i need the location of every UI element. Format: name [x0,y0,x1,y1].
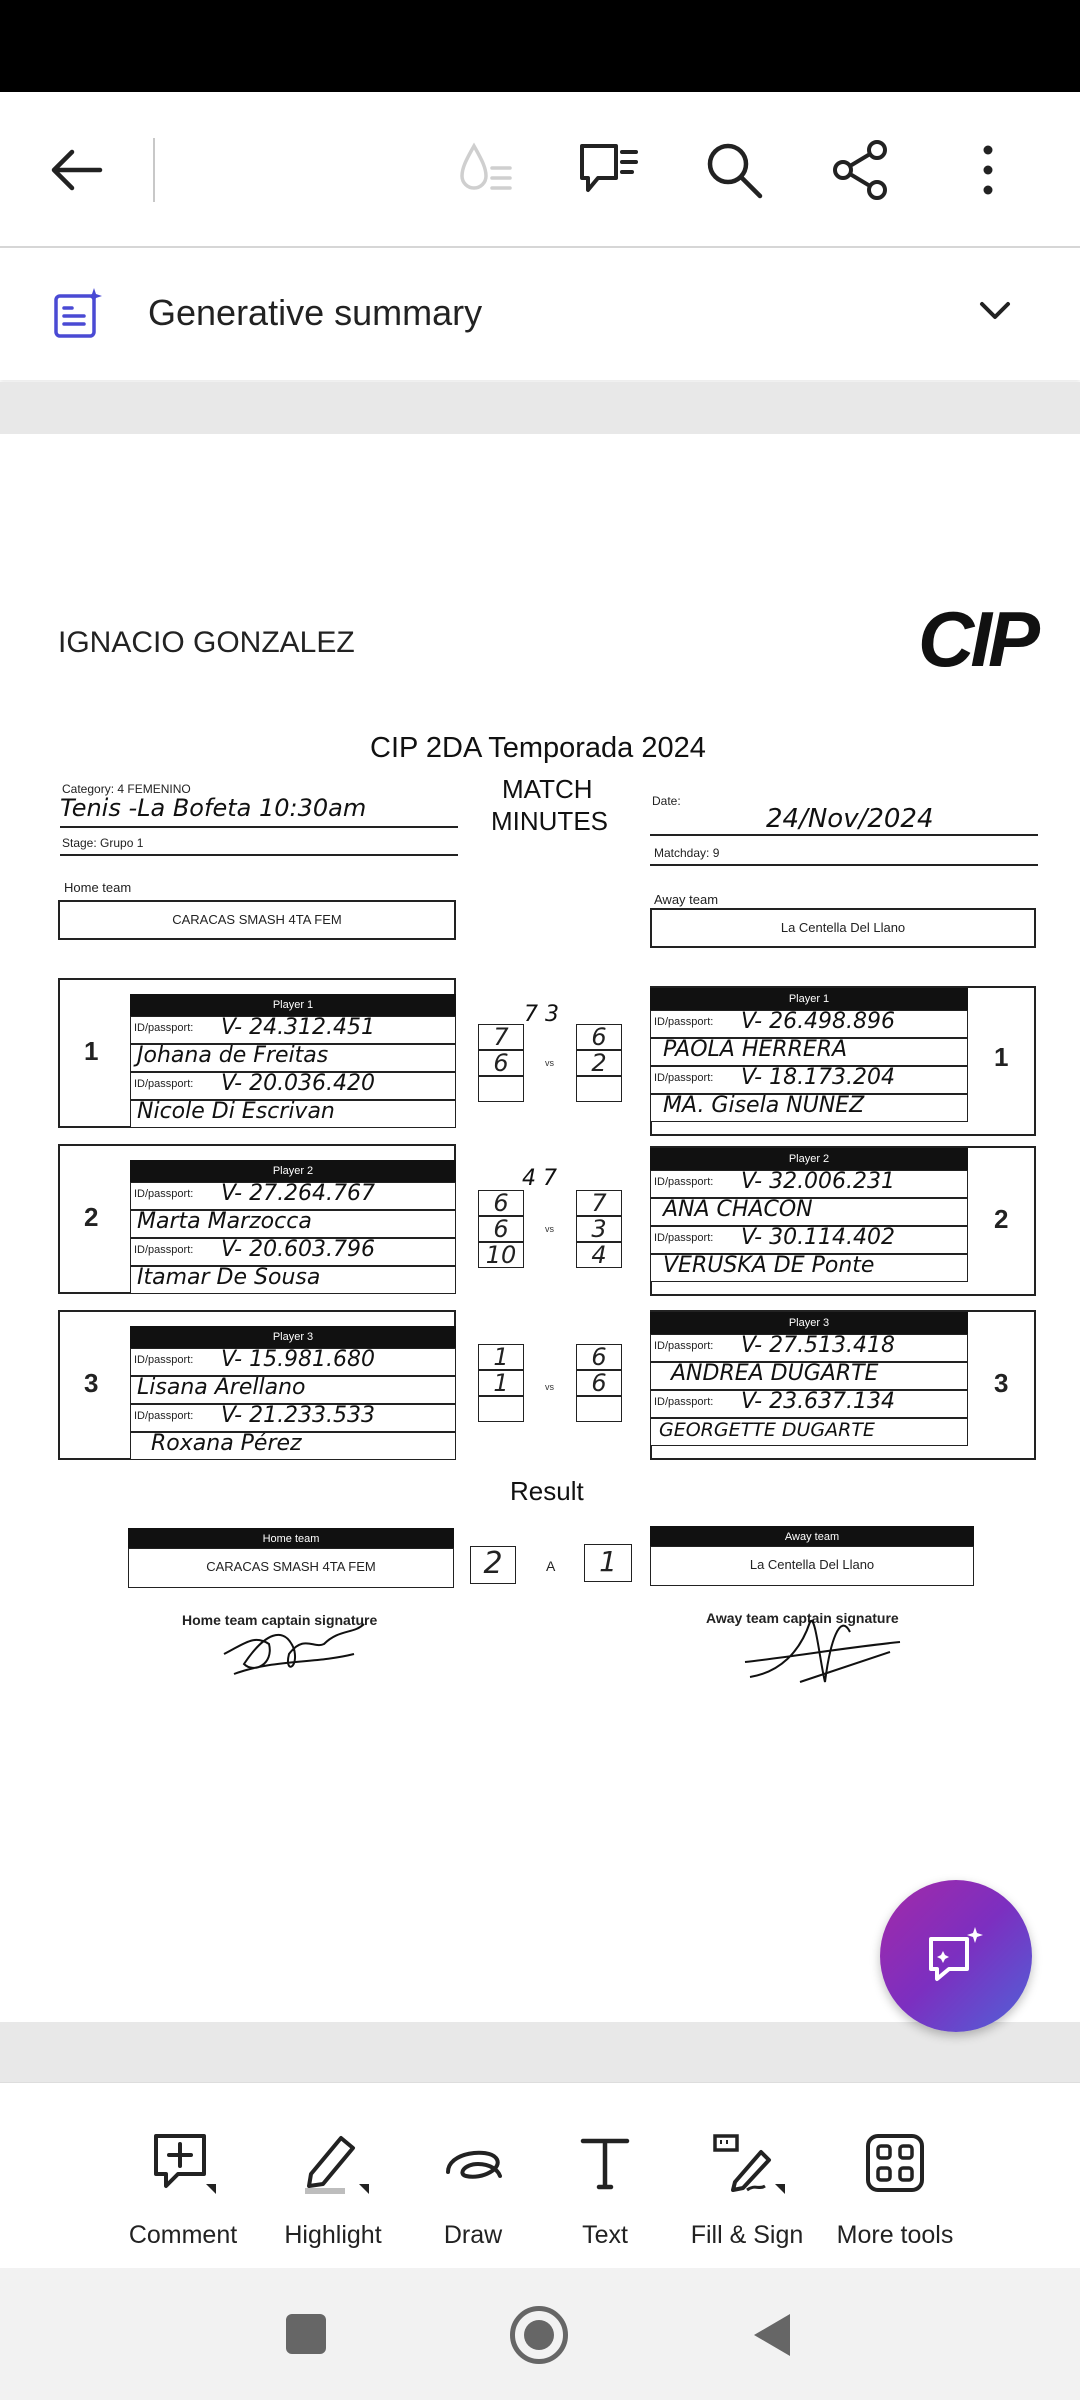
matchday-label: Matchday: 9 [654,846,720,860]
text-label: Text [582,2221,628,2249]
more-tools-label: More tools [836,2221,954,2249]
comments-icon[interactable] [568,130,648,210]
id-label: ID/passport: [654,1340,714,1352]
highlight-icon [258,2123,408,2203]
share-icon[interactable] [821,130,901,210]
player-header-home-3: Player 3 [130,1326,456,1348]
home-signature-image [214,1614,374,1684]
away-id-row [650,1170,968,1198]
score-away-1-1: 6 [576,1024,622,1050]
vs-label: vs [545,1382,554,1392]
away-id-row [650,1390,968,1418]
away-name-2: VERUSKA DE Ponte [663,1254,875,1278]
score-home-3-3 [478,1396,524,1422]
comment-label: Comment [128,2221,238,2249]
score-home-2-2: 6 [478,1216,524,1242]
home-name-row [130,1044,456,1072]
id-label: ID/passport: [654,1396,714,1408]
draw-icon [398,2123,548,2203]
toolbar-divider [153,138,155,202]
home-name-2: Roxana Pérez [151,1432,302,1456]
score-home-2-1: 6 [478,1190,524,1216]
away-name-2: GEORGETTE DUGARTE [659,1419,875,1441]
match-minutes-line2: MINUTES [491,806,608,836]
match-number-home-1: 1 [84,1036,99,1066]
away-signature-image [740,1602,910,1692]
away-name-2: MA. Gisela NUNEZ [663,1094,865,1118]
home-id-row [130,1072,456,1100]
system-nav-bar [0,2268,1080,2400]
score-home-2-3: 10 [478,1242,524,1268]
highlight-tool[interactable] [258,2123,408,2250]
search-icon[interactable] [694,130,774,210]
home-circle-inner [524,2320,554,2350]
id-label: ID/passport: [654,1072,714,1084]
home-team-label: Home team [64,880,132,895]
away-name-row [650,1198,968,1226]
home-id-2: V- 20.603.796 [221,1238,376,1262]
generative-summary-title: Generative summary [148,292,483,333]
score-away-1-3 [576,1076,622,1102]
result-away-team: La Centella Del Llano [650,1546,974,1586]
away-name-1: PAOLA HERRERA [663,1038,848,1062]
match-minutes-line1: MATCH [502,774,593,804]
generative-summary-bar[interactable] [0,250,1080,380]
score-home-3-2: 1 [478,1370,524,1396]
home-name-1: Lisana Arellano [137,1376,306,1400]
result-label: Result [510,1476,584,1506]
id-label: ID/passport: [134,1078,194,1090]
home-name-row [130,1376,456,1404]
generative-summary-icon [52,286,106,345]
bottom-toolbar [0,2082,1080,2268]
ai-chat-sparkle-icon [921,1921,991,1991]
away-name-row [650,1254,968,1282]
home-id-row [130,1182,456,1210]
home-name-2: Nicole Di Escrivan [137,1100,335,1124]
stage-label: Stage: Grupo 1 [62,836,144,850]
home-name-1: Marta Marzocca [137,1210,312,1234]
player-header-home-2: Player 2 [130,1160,456,1182]
match-number-home-2: 2 [84,1202,99,1232]
result-home-header: Home team [128,1528,454,1550]
away-name-1: ANA CHACON [663,1198,813,1222]
comment-icon [108,2123,258,2203]
score-home-1-2: 6 [478,1050,524,1076]
away-id-row [650,1010,968,1038]
fill-sign-label: Fill & Sign [690,2221,804,2249]
away-id-row [650,1334,968,1362]
result-home-score: 2 [470,1546,516,1584]
matchday-underline [650,864,1038,866]
score-away-3-1: 6 [576,1344,622,1370]
id-label: ID/passport: [134,1022,194,1034]
ai-assistant-button[interactable] [880,1880,1032,2032]
more-tools-tool[interactable] [820,2123,970,2250]
away-id-1: V- 32.006.231 [741,1170,896,1194]
text-icon [530,2123,680,2203]
away-name-1: ANDREA DUGARTE [671,1362,879,1386]
match-number-away-2: 2 [994,1204,1009,1234]
away-id-row [650,1226,968,1254]
player-header-home-1: Player 1 [130,994,456,1016]
id-label: ID/passport: [654,1176,714,1188]
cip-logo: CIP [918,595,1037,683]
home-signature-label: Home team captain signature [182,1612,378,1628]
home-id-row [130,1404,456,1432]
date-label: Date: [652,794,681,808]
home-id-row [130,1348,456,1376]
score-away-2-3: 4 [576,1242,622,1268]
away-signature-label: Away team captain signature [706,1610,899,1626]
away-team-label: Away team [654,892,719,907]
score-home-1-1: 7 [478,1024,524,1050]
away-id-2: V- 23.637.134 [741,1390,896,1414]
venue-handwritten: Tenis -La Bofeta 10:30am [60,794,367,822]
score-away-3-3 [576,1396,622,1422]
stage-underline [60,854,458,856]
result-separator: A [546,1558,556,1574]
player-header-away-3: Player 3 [650,1312,968,1334]
home-id-row [130,1238,456,1266]
home-name-row [130,1210,456,1238]
result-away-header: Away team [650,1526,974,1548]
header-name: IGNACIO GONZALEZ [58,626,355,659]
home-team-box: CARACAS SMASH 4TA FEM [58,900,456,940]
highlight-label: Highlight [284,2221,382,2249]
text-tool[interactable] [530,2123,680,2250]
home-id-1: V- 15.981.680 [221,1348,376,1372]
chevron-down-icon[interactable] [978,300,1012,327]
home-name-row [130,1100,456,1128]
document-page [0,434,1080,2022]
score-home-3-1: 1 [478,1344,524,1370]
home-id-1: V- 27.264.767 [221,1182,376,1206]
home-name-row [130,1432,456,1460]
more-options-icon[interactable] [948,130,1028,210]
home-name-2: Itamar De Sousa [137,1266,321,1290]
category-label: Category: 4 FEMENINO [62,782,191,796]
home-id-1: V- 24.312.451 [221,1016,376,1040]
page-gap-bottom [0,2022,1080,2082]
score-away-1-2: 2 [576,1050,622,1076]
home-name-row [130,1266,456,1294]
away-name-row [650,1418,968,1446]
home-id-2: V- 21.233.533 [221,1404,376,1428]
match-number-home-3: 3 [84,1368,99,1398]
home-name-1: Johana de Freitas [137,1044,329,1068]
more-tools-icon [820,2123,970,2203]
status-bar [0,0,1080,92]
id-label: ID/passport: [134,1188,194,1200]
recents-square-icon[interactable] [286,2314,326,2354]
vs-label: vs [545,1058,554,1068]
player-header-away-2: Player 2 [650,1148,968,1170]
id-label: ID/passport: [134,1244,194,1256]
id-label: ID/passport: [654,1232,714,1244]
home-id-row [130,1016,456,1044]
tiebreak-2: 4 7 [522,1166,557,1191]
draw-label: Draw [443,2221,503,2249]
back-arrow-icon[interactable] [36,130,116,210]
date-value: 24/Nov/2024 [766,804,934,834]
away-name-row [650,1038,968,1066]
read-aloud-icon[interactable] [444,130,524,210]
player-header-away-1: Player 1 [650,988,968,1010]
away-id-1: V- 27.513.418 [741,1334,896,1358]
away-id-2: V- 18.173.204 [741,1066,896,1090]
fill-sign-icon [672,2123,822,2203]
away-id-1: V- 26.498.896 [741,1010,896,1034]
draw-tool[interactable] [398,2123,548,2250]
score-away-2-2: 3 [576,1216,622,1242]
fill-sign-tool[interactable] [672,2123,822,2250]
id-label: ID/passport: [134,1354,194,1366]
score-home-1-3 [478,1076,524,1102]
home-id-2: V- 20.036.420 [221,1072,376,1096]
comment-tool[interactable] [108,2123,258,2250]
home-circle-icon[interactable] [510,2306,568,2364]
away-name-row [650,1094,968,1122]
away-name-row [650,1362,968,1390]
match-number-away-1: 1 [994,1042,1009,1072]
id-label: ID/passport: [654,1016,714,1028]
top-toolbar [0,92,1080,248]
id-label: ID/passport: [134,1410,194,1422]
result-away-score: 1 [584,1544,632,1582]
vs-label: vs [545,1224,554,1234]
score-away-2-1: 7 [576,1190,622,1216]
away-id-2: V- 30.114.402 [741,1226,896,1250]
result-home-team: CARACAS SMASH 4TA FEM [128,1548,454,1588]
back-triangle-icon[interactable] [752,2312,792,2358]
page-gap [0,382,1080,434]
away-team-box: La Centella Del Llano [650,908,1036,948]
score-away-3-2: 6 [576,1370,622,1396]
away-id-row [650,1066,968,1094]
season-title: CIP 2DA Temporada 2024 [370,732,706,764]
match-number-away-3: 3 [994,1368,1009,1398]
tiebreak-1: 7 3 [524,1002,559,1027]
venue-underline [60,826,458,828]
date-underline [650,834,1038,836]
